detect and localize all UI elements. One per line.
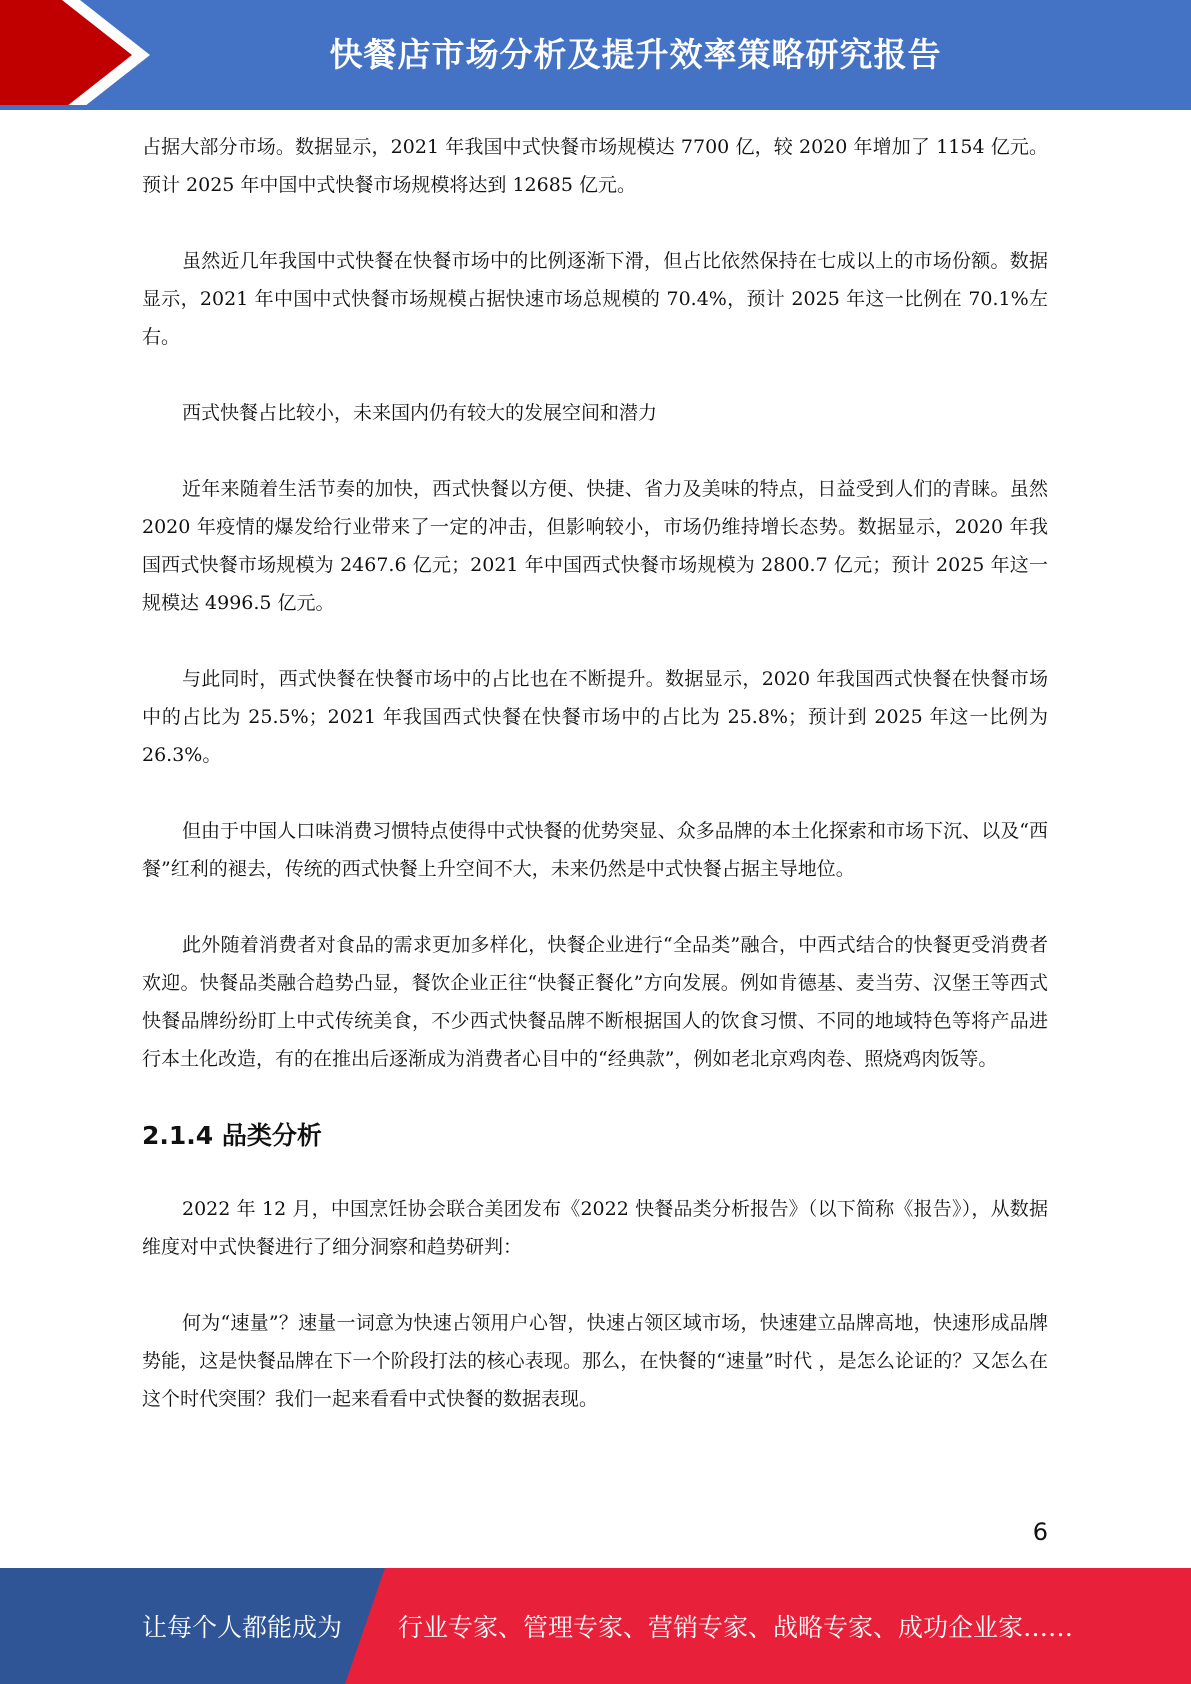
footer-slogan-right: 行业专家、管理专家、营销专家、战略专家、成功企业家……: [398, 1613, 1074, 1642]
report-title: 快餐店市场分析及提升效率策略研究报告: [329, 35, 942, 74]
page-footer: [0, 1568, 1191, 1684]
page-number: 6: [1032, 1518, 1048, 1546]
document-body: [142, 128, 1048, 1456]
body-paragraph: 近年来随着生活节奏的加快，西式快餐以方便、快捷、省力及美味的特点，日益受到人们的青睐。虽然 2020 年疫情的爆发给行业带来了一定的冲击，但影响较小，市场仍维持增长态势。数据显示，2020 年我国西式快餐市场规模为 2467.6 亿元；2021 年中国西式快餐市场规模为 2800.7 亿元；预计 2025 年这一规模达 4996.5 亿元。: [142, 478, 1048, 614]
section-paragraph: 何为“速量”？速量一词意为快速占领用户心智，快速占领区域市场，快速建立品牌高地，快速形成品牌势能，这是快餐品牌在下一个阶段打法的核心表现。那么，在快餐的“速量”时代 ，是怎么论证的？又怎么在这个时代突围？我们一起来看看中式快餐的数据表现。: [142, 1312, 1048, 1410]
body-paragraph: 虽然近几年我国中式快餐在快餐市场中的比例逐渐下滑，但占比依然保持在七成以上的市场份额。数据显示，2021 年中国中式快餐市场规模占据快速市场总规模的 70.4%，预计 2025 年这一比例在 70.1%左右。: [142, 250, 1048, 348]
section-paragraph: 2022 年 12 月，中国烹饪协会联合美团发布《2022 快餐品类分析报告》（以下简称《报告》），从数据维度对中式快餐进行了细分洞察和趋势研判：: [142, 1198, 1048, 1258]
body-paragraph: 西式快餐占比较小，未来国内仍有较大的发展空间和潜力: [182, 402, 658, 424]
body-paragraph: 此外随着消费者对食品的需求更加多样化，快餐企业进行“全品类”融合，中西式结合的快餐更受消费者欢迎。快餐品类融合趋势凸显，餐饮企业正往“快餐正餐化”方向发展。例如肯德基、麦当劳、汉堡王等西式快餐品牌纷纷盯上中式传统美食，不少西式快餐品牌不断根据国人的饮食习惯、不同的地域特色等将产品进行本土化改造，有的在推出后逐渐成为消费者心目中的“经典款”，例如老北京鸡肉卷、照烧鸡肉饭等。: [142, 934, 1048, 1070]
footer-slogan-left: 让每个人都能成为: [142, 1613, 343, 1642]
page-header: [0, 0, 1191, 110]
body-paragraph: 与此同时，西式快餐在快餐市场中的占比也在不断提升。数据显示，2020 年我国西式快餐在快餐市场中的占比为 25.5%；2021 年我国西式快餐在快餐市场中的占比为 25.8%；预计到 2025 年这一比例为 26.3%。: [142, 668, 1048, 766]
body-paragraph: 占据大部分市场。数据显示，2021 年我国中式快餐市场规模达 7700 亿，较 2020 年增加了 1154 亿元。预计 2025 年中国中式快餐市场规模将达到 12685 亿元。: [142, 136, 1048, 196]
body-paragraph: 但由于中国人口味消费习惯特点使得中式快餐的优势突显、众多品牌的本土化探索和市场下沉、以及“西餐”红利的褪去，传统的西式快餐上升空间不大，未来仍然是中式快餐占据主导地位。: [142, 820, 1048, 880]
section-heading: 2.1.4 品类分析: [142, 1121, 322, 1150]
